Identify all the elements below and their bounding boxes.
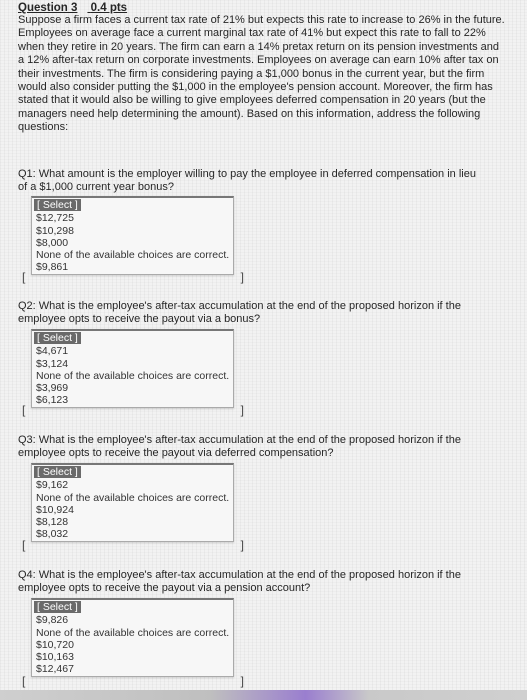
subquestion-text: Q4: What is the employee's after-tax accumulation at the end of the proposed horizon if the employee opts to receive the payout via a pension account? [18, 569, 461, 595]
bracket-right: ] [240, 403, 244, 417]
dropdown-option[interactable]: $10,298 [36, 224, 74, 237]
subquestion-text: Q1: What amount is the employer willing to pay the employee in deferred compensation in lieu of a $1,000 current year bonus? [18, 168, 476, 194]
dropdown-option[interactable]: $10,720 [36, 638, 74, 651]
dropdown-option[interactable]: $4,671 [36, 345, 69, 358]
dropdown-option[interactable]: None of the available choices are correct. [36, 626, 230, 639]
dropdown-option[interactable]: $9,861 [36, 261, 69, 274]
bracket-left: [ [22, 674, 26, 688]
dropdown-option[interactable]: $9,162 [36, 479, 69, 492]
dropdown-option[interactable]: $3,969 [36, 382, 69, 395]
question-number: Question 3 [18, 2, 78, 14]
bracket-right: ] [240, 270, 244, 284]
bracket-left: [ [22, 403, 26, 417]
question-scenario: Suppose a firm faces a current tax rate of 21% but expects this rate to increase to 26% in the future. Employees on average face a current marginal tax rate of 41% but expect this rate to fall to 22% when they retire in 20 years. The firm can earn a 14% pretax return on its pension investments and a 12% after-tax return on corporate investments. Employees on average can earn 10% after tax on their investments. The firm is considering paying a $1,000 bonus in the current year, but the firm would also consider putting the $1,000 in the employee's pension account. Moreover, the firm has stated that it would also be willing to give employees deferred compensation in 20 years (but the managers need help determining the amount). Based on this information, address the following questions: [18, 14, 505, 134]
subquestion-text: Q2: What is the employee's after-tax accumulation at the end of the proposed horizon if the employee opts to receive the payout via a bonus? [18, 300, 461, 326]
dropdown-option[interactable]: $9,826 [36, 614, 69, 627]
subquestion-text: Q3: What is the employee's after-tax accumulation at the end of the proposed horizon if the employee opts to receive the payout via deferred compensation? [18, 434, 461, 460]
answer-dropdown-q2[interactable] [31, 329, 234, 408]
dropdown-option[interactable]: $10,163 [36, 651, 74, 664]
answer-select-q3[interactable] [22, 540, 244, 552]
answer-dropdown-q4[interactable] [31, 598, 234, 677]
answer-select-q2[interactable] [22, 405, 244, 417]
dropdown-option[interactable]: $3,124 [36, 357, 69, 370]
bracket-right: ] [240, 674, 244, 688]
question-header [18, 2, 137, 14]
bottom-accent-bar [0, 690, 527, 700]
answer-dropdown-q1[interactable] [31, 196, 234, 275]
answer-select-q1[interactable] [22, 272, 244, 284]
dropdown-option[interactable]: $8,128 [36, 516, 69, 529]
dropdown-option[interactable]: $12,467 [36, 663, 74, 676]
dropdown-option[interactable]: None of the available choices are correct. [36, 491, 230, 504]
answer-select-q4[interactable] [22, 676, 244, 688]
dropdown-option[interactable]: None of the available choices are correct. [36, 369, 230, 382]
dropdown-option[interactable]: $6,123 [36, 394, 69, 407]
dropdown-option[interactable]: [ Select ] [34, 332, 81, 344]
dropdown-option[interactable]: $8,032 [36, 528, 69, 541]
dropdown-option[interactable]: [ Select ] [34, 601, 81, 613]
bracket-left: [ [22, 538, 26, 552]
dropdown-option[interactable]: $8,000 [36, 236, 69, 249]
bracket-left: [ [22, 270, 26, 284]
dropdown-option[interactable]: [ Select ] [34, 199, 81, 211]
dropdown-option[interactable]: $10,924 [36, 503, 74, 516]
bracket-right: ] [240, 538, 244, 552]
dropdown-option[interactable]: [ Select ] [34, 466, 81, 478]
dropdown-option[interactable]: $12,725 [36, 212, 74, 225]
answer-dropdown-q3[interactable] [31, 463, 234, 542]
question-points: 0.4 pts [90, 2, 128, 14]
dropdown-option[interactable]: None of the available choices are correct. [36, 249, 230, 262]
